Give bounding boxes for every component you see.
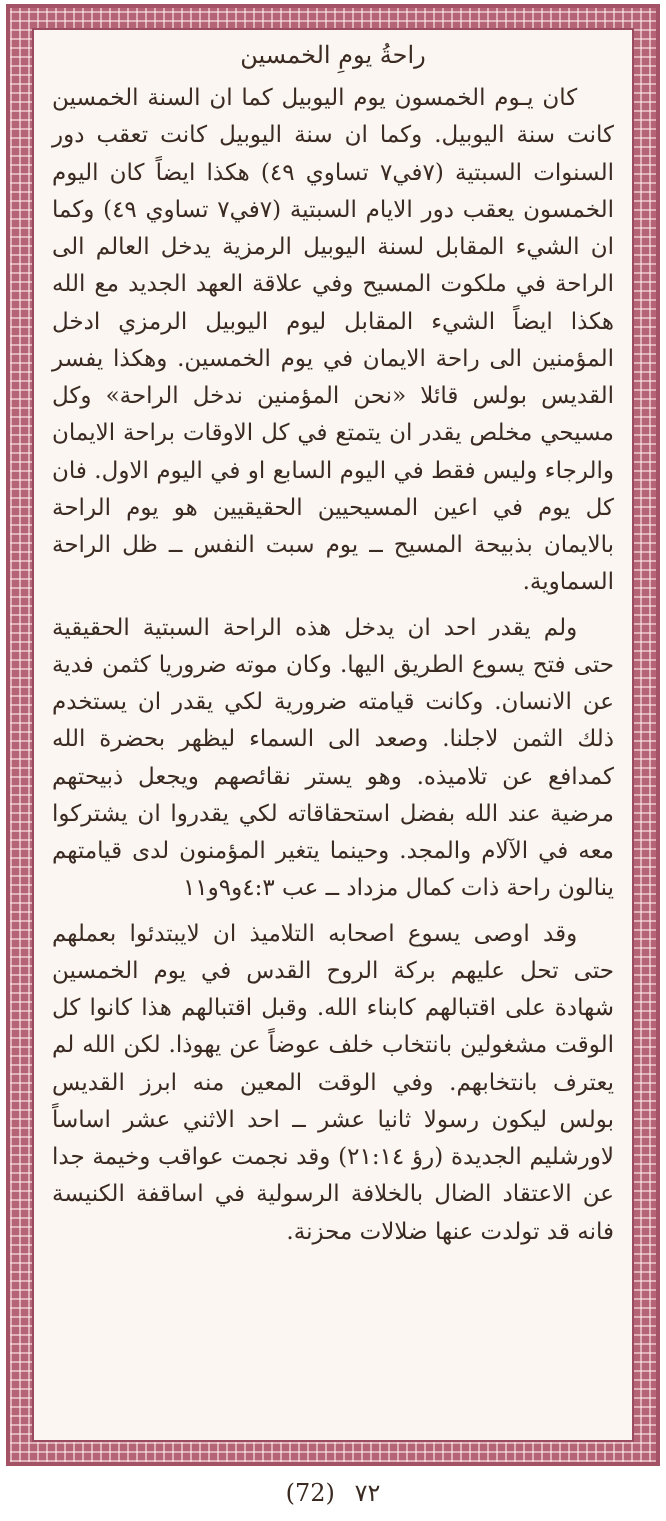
article-content bbox=[52, 40, 614, 1430]
page-border-frame bbox=[6, 4, 660, 1466]
paragraph-3: وقد اوصى يسوع اصحابه التلاميذ ان لايبتدئوا بعملهم حتى تحل عليهم بركة الروح القدس في يوم الخمسين شهادة على اقتبالهم كابناء الله. وقبل اقتبالهم هذا كانوا كل الوقت مشغولين بانتخاب خلف عوضاً عن يهوذا. لكن الله لم يعترف بانتخابهم. وفي الوقت المعين منه ابرز القديس بولس ليكون رسولا ثانيا عشر ــ احد الاثني عشر اساساً لاورشليم الجديدة (رؤ ٢١:١٤) وقد نجمت عواقب وخيمة جدا عن الاعتقاد الضال بالخلافة الرسولية في اساقفة الكنيسة فانه قد تولدت عنها ضلالات محزنة. bbox=[52, 920, 614, 1245]
text-panel bbox=[32, 28, 634, 1442]
page-number-arabic: ٧٢ bbox=[354, 1479, 381, 1507]
article-title: راحةُ يومِ الخمسين bbox=[240, 41, 426, 69]
page-number-latin: (72) bbox=[285, 1479, 335, 1507]
page-number-footer bbox=[0, 1478, 666, 1509]
paragraph-1: كان يـوم الخمسون يوم اليوبيل كما ان السنة الخمسين كانت سنة اليوبيل. وكما ان سنة اليوبيل كانت تعقب دور السنوات السبتية (٧في٧ تساوي ٤٩) هكذا ايضاً كان اليوم الخمسون يعقب دور الايام السبتية (٧في٧ تساوي ٤٩) وكما ان الشيء المقابل لسنة اليوبيل الرمزية يدخل العالم الى الراحة في ملكوت المسيح وفي علاقة العهد الجديد مع الله هكذا ايضاً الشيء المقابل ليوم اليوبيل الرمزي ادخل المؤمنين الى راحة الايمان في يوم الخمسين. وهكذا يفسر القديس بولس قائلا «نحن المؤمنين ندخل الراحة» وكل مسيحي مخلص يقدر ان يتمتع في كل الاوقات براحة الايمان والرجاء وليس فقط في اليوم السابع او في اليوم الاول. فان كل يوم في اعين المسيحيين الحقيقيين هو يوم الراحة بالايمان بذبيحة المسيح ــ يوم سبت النفس ــ ظل الراحة السماوية. bbox=[52, 85, 614, 596]
paragraph-2: ولم يقدر احد ان يدخل هذه الراحة السبتية الحقيقية حتى فتح يسوع الطريق اليها. وكان موته ضروريا كثمن فدية عن الانسان. وكانت قيامته ضرورية لكي يقدر ان يستخدم ذلك الثمن لاجلنا. وصعد الى السماء ليظهر بحضرة الله كمدافع عن تلاميذه. وهو يستر نقائصهم ويجعل ذبيحتهم مرضية عند الله بفضل استحقاقاته لكي يقدروا ان يشتركوا معه في الآلام والمجد. وحينما يتغير المؤمنون لدى قيامتهم ينالون راحة ذات كمال مزداد ــ عب ٤:٣و٩و١١ bbox=[52, 614, 614, 902]
